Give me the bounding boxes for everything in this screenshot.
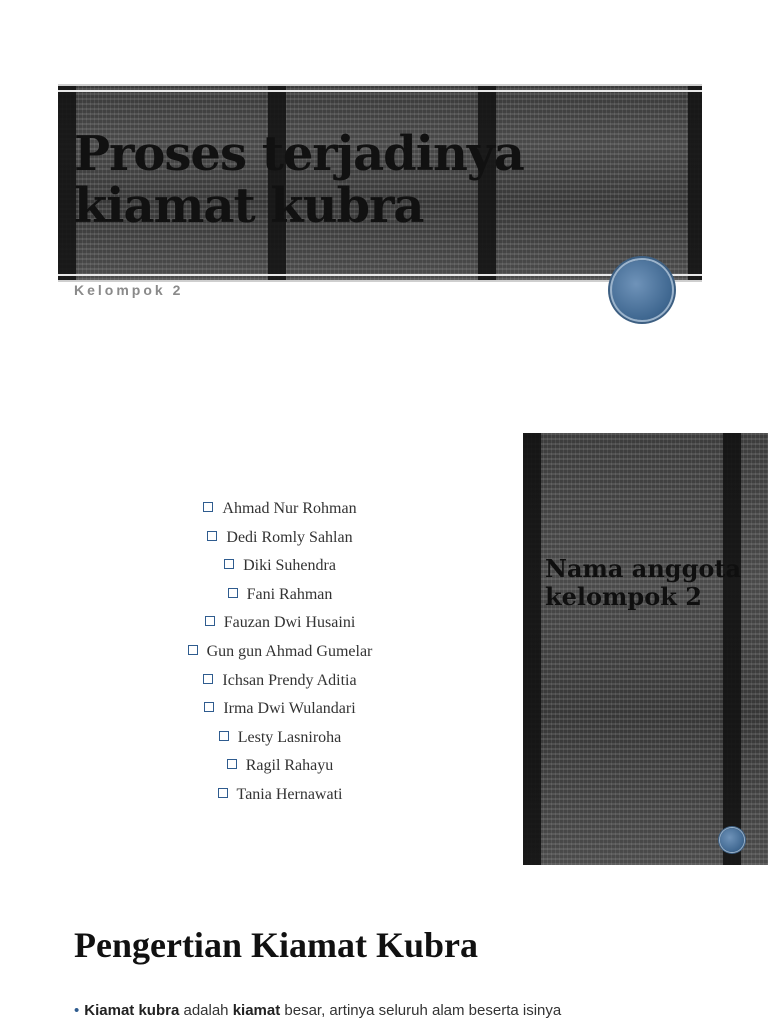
member-name: Irma Dwi Wulandari	[223, 700, 356, 718]
square-bullet-icon	[219, 731, 229, 741]
side-panel-texture	[523, 433, 768, 865]
member-name: Ahmad Nur Rohman	[222, 500, 357, 517]
definition-slide	[0, 880, 768, 1024]
slide-subtitle: Kelompok 2	[74, 282, 184, 298]
square-bullet-icon	[228, 588, 238, 598]
banner-top-rule	[58, 90, 702, 92]
title-slide	[0, 0, 768, 400]
member-name: Dedi Romly Sahlan	[226, 528, 353, 546]
section-title: Pengertian Kiamat Kubra	[74, 925, 478, 965]
list-item	[100, 724, 460, 753]
list-item	[100, 581, 460, 610]
square-bullet-icon	[203, 674, 213, 684]
square-bullet-icon	[227, 759, 237, 769]
bullet-dot-icon: •	[74, 1002, 80, 1019]
decorative-orb-small	[720, 828, 744, 852]
definition-text-1: adalah	[183, 1002, 229, 1019]
list-item	[100, 495, 460, 524]
list-item	[100, 695, 460, 724]
square-bullet-icon	[203, 502, 213, 512]
member-name: Diki Suhendra	[243, 557, 336, 575]
term-kiamat-kubra: Kiamat kubra	[84, 1002, 180, 1019]
member-name: Ichsan Prendy Aditia	[222, 671, 357, 689]
member-name: Lesty Lasniroha	[237, 728, 342, 746]
slide-title: Proses terjadinya kiamat kubra	[74, 126, 524, 234]
member-name: Fani Rahman	[246, 585, 333, 603]
members-slide	[0, 400, 768, 880]
square-bullet-icon	[205, 616, 215, 626]
member-list	[100, 495, 460, 810]
member-name: Ragil Rahayu	[245, 757, 334, 775]
square-bullet-icon	[188, 645, 198, 655]
member-name: Tania Hernawati	[236, 785, 343, 803]
list-item	[100, 667, 460, 696]
member-name: Gun gun Ahmad Gumelar	[206, 642, 373, 660]
member-name: Fauzan Dwi Husaini	[223, 614, 356, 632]
square-bullet-icon	[204, 702, 214, 712]
square-bullet-icon	[207, 531, 217, 541]
square-bullet-icon	[218, 788, 228, 798]
list-item	[100, 638, 460, 667]
list-item	[100, 552, 460, 581]
definition-text-2: besar, artinya seluruh alam beserta isinya	[284, 1002, 562, 1019]
definition-paragraph	[74, 1000, 714, 1022]
list-item	[100, 609, 460, 638]
term-kiamat: kiamat	[232, 1002, 281, 1019]
list-item	[100, 752, 460, 781]
banner-bottom-rule	[58, 274, 702, 276]
panel-title: Nama anggota kelompok 2	[545, 554, 741, 611]
decorative-orb	[612, 260, 672, 320]
square-bullet-icon	[224, 559, 234, 569]
list-item	[100, 781, 460, 810]
list-item	[100, 524, 460, 553]
